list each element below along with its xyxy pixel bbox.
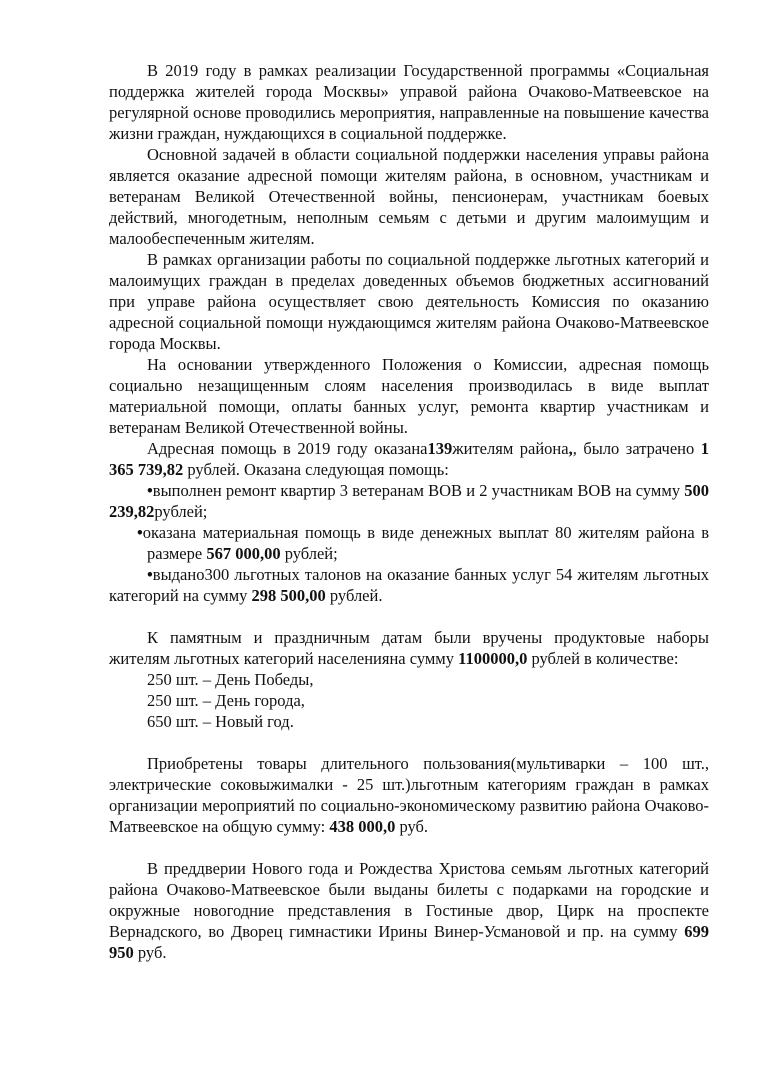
paragraph-main-task: Основной задачей в области социальной поддержки населения управы района является оказание адресной помощи жителям района, в основном, участникам и ветеранам Великой Отечественной войны, пенсионерам, участникам боевых действий, многодетным, неполным семьям с детьми и другим малоимущим и малообеспеченным жителям. <box>109 145 709 248</box>
bullet-icon: • <box>147 565 153 584</box>
aid-recipients-count: 139 <box>427 439 453 458</box>
paragraph-regulation: На основании утвержденного Положения о Комиссии, адресная помощь социально незащищенным слоям населения производилась в виде выплат материальной помощи, оплаты банных услуг, ремонта квартир участникам и ветеранам Великой Отечественной войны. <box>109 355 709 437</box>
paragraph-durable-goods: Приобретены товары длительного пользования(мультиварки – 100 шт., электрические соковыжималки - 25 шт.)льготным категориям граждан в рамках организации мероприятий по социально-экономическому развитию района Очаково-Матвеевское на общую сумму: 438 000,0 руб. <box>109 754 709 836</box>
paragraph-food-sets: К памятным и праздничным датам были вручены продуктовые наборы жителям льготных категорий населенияна сумму 1100000,0 рублей в количестве: <box>109 628 709 668</box>
quantity-line: 250 шт. – День Победы, <box>147 670 314 689</box>
document-page <box>109 60 709 963</box>
aid-list <box>109 480 709 606</box>
spacer <box>109 732 709 753</box>
paragraph-new-year: В преддверии Нового года и Рождества Христова семьям льготных категорий района Очаково-Матвеевское были выданы билеты с подарками на городские и окружные новогодние представления в Гостиные двор, Цирк на проспекте Вернадского, во Дворец гимнастики Ирины Винер-Усмановой и пр. на сумму 699 950 руб. <box>109 859 709 962</box>
bullet-icon: • <box>137 523 143 542</box>
list-item: •выдано300 льготных талонов на оказание банных услуг 54 жителям льготных категорий на сумму 298 500,00 рублей. <box>109 565 709 605</box>
durable-goods-sum: 438 000,0 <box>329 817 396 836</box>
new-year-sum: 699 950 <box>109 922 709 962</box>
list-item: •оказана материальная помощь в виде денежных выплат 80 жителям района в размере 567 000,00 рублей; <box>137 523 709 563</box>
aid-total-sum: 1 365 739,82 <box>109 439 709 479</box>
quantity-line: 250 шт. – День города, <box>147 691 305 710</box>
quantity-line: 650 шт. – Новый год. <box>147 712 294 731</box>
list-item: •выполнен ремонт квартир 3 ветеранам ВОВ и 2 участникам ВОВ на сумму 500 239,82рублей; <box>109 481 709 521</box>
spacer <box>109 837 709 858</box>
bullet-icon: • <box>147 481 153 500</box>
spacer <box>109 606 709 627</box>
paragraph-commission: В рамках организации работы по социальной поддержке льготных категорий и малоимущих граждан в пределах доведенных объемов бюджетных ассигнований при управе района осуществляет свою деятельность Комиссия по оказанию адресной социальной помощи нуждающимся жителям района Очаково-Матвеевское города Москвы. <box>109 250 709 353</box>
paragraph-targeted-aid: Адресная помощь в 2019 году оказана139жителям района,, было затрачено 1 365 739,82 рублей. Оказана следующая помощь: <box>109 439 709 479</box>
paragraph-program: В 2019 году в рамках реализации Государственной программы «Социальная поддержка жителей города Москвы» управой района Очаково-Матвеевское на регулярной основе проводились мероприятия, направленные на повышение качества жизни граждан, нуждающихся в социальной поддержке. <box>109 61 709 143</box>
food-sets-sum: 1100000,0 <box>458 649 528 668</box>
